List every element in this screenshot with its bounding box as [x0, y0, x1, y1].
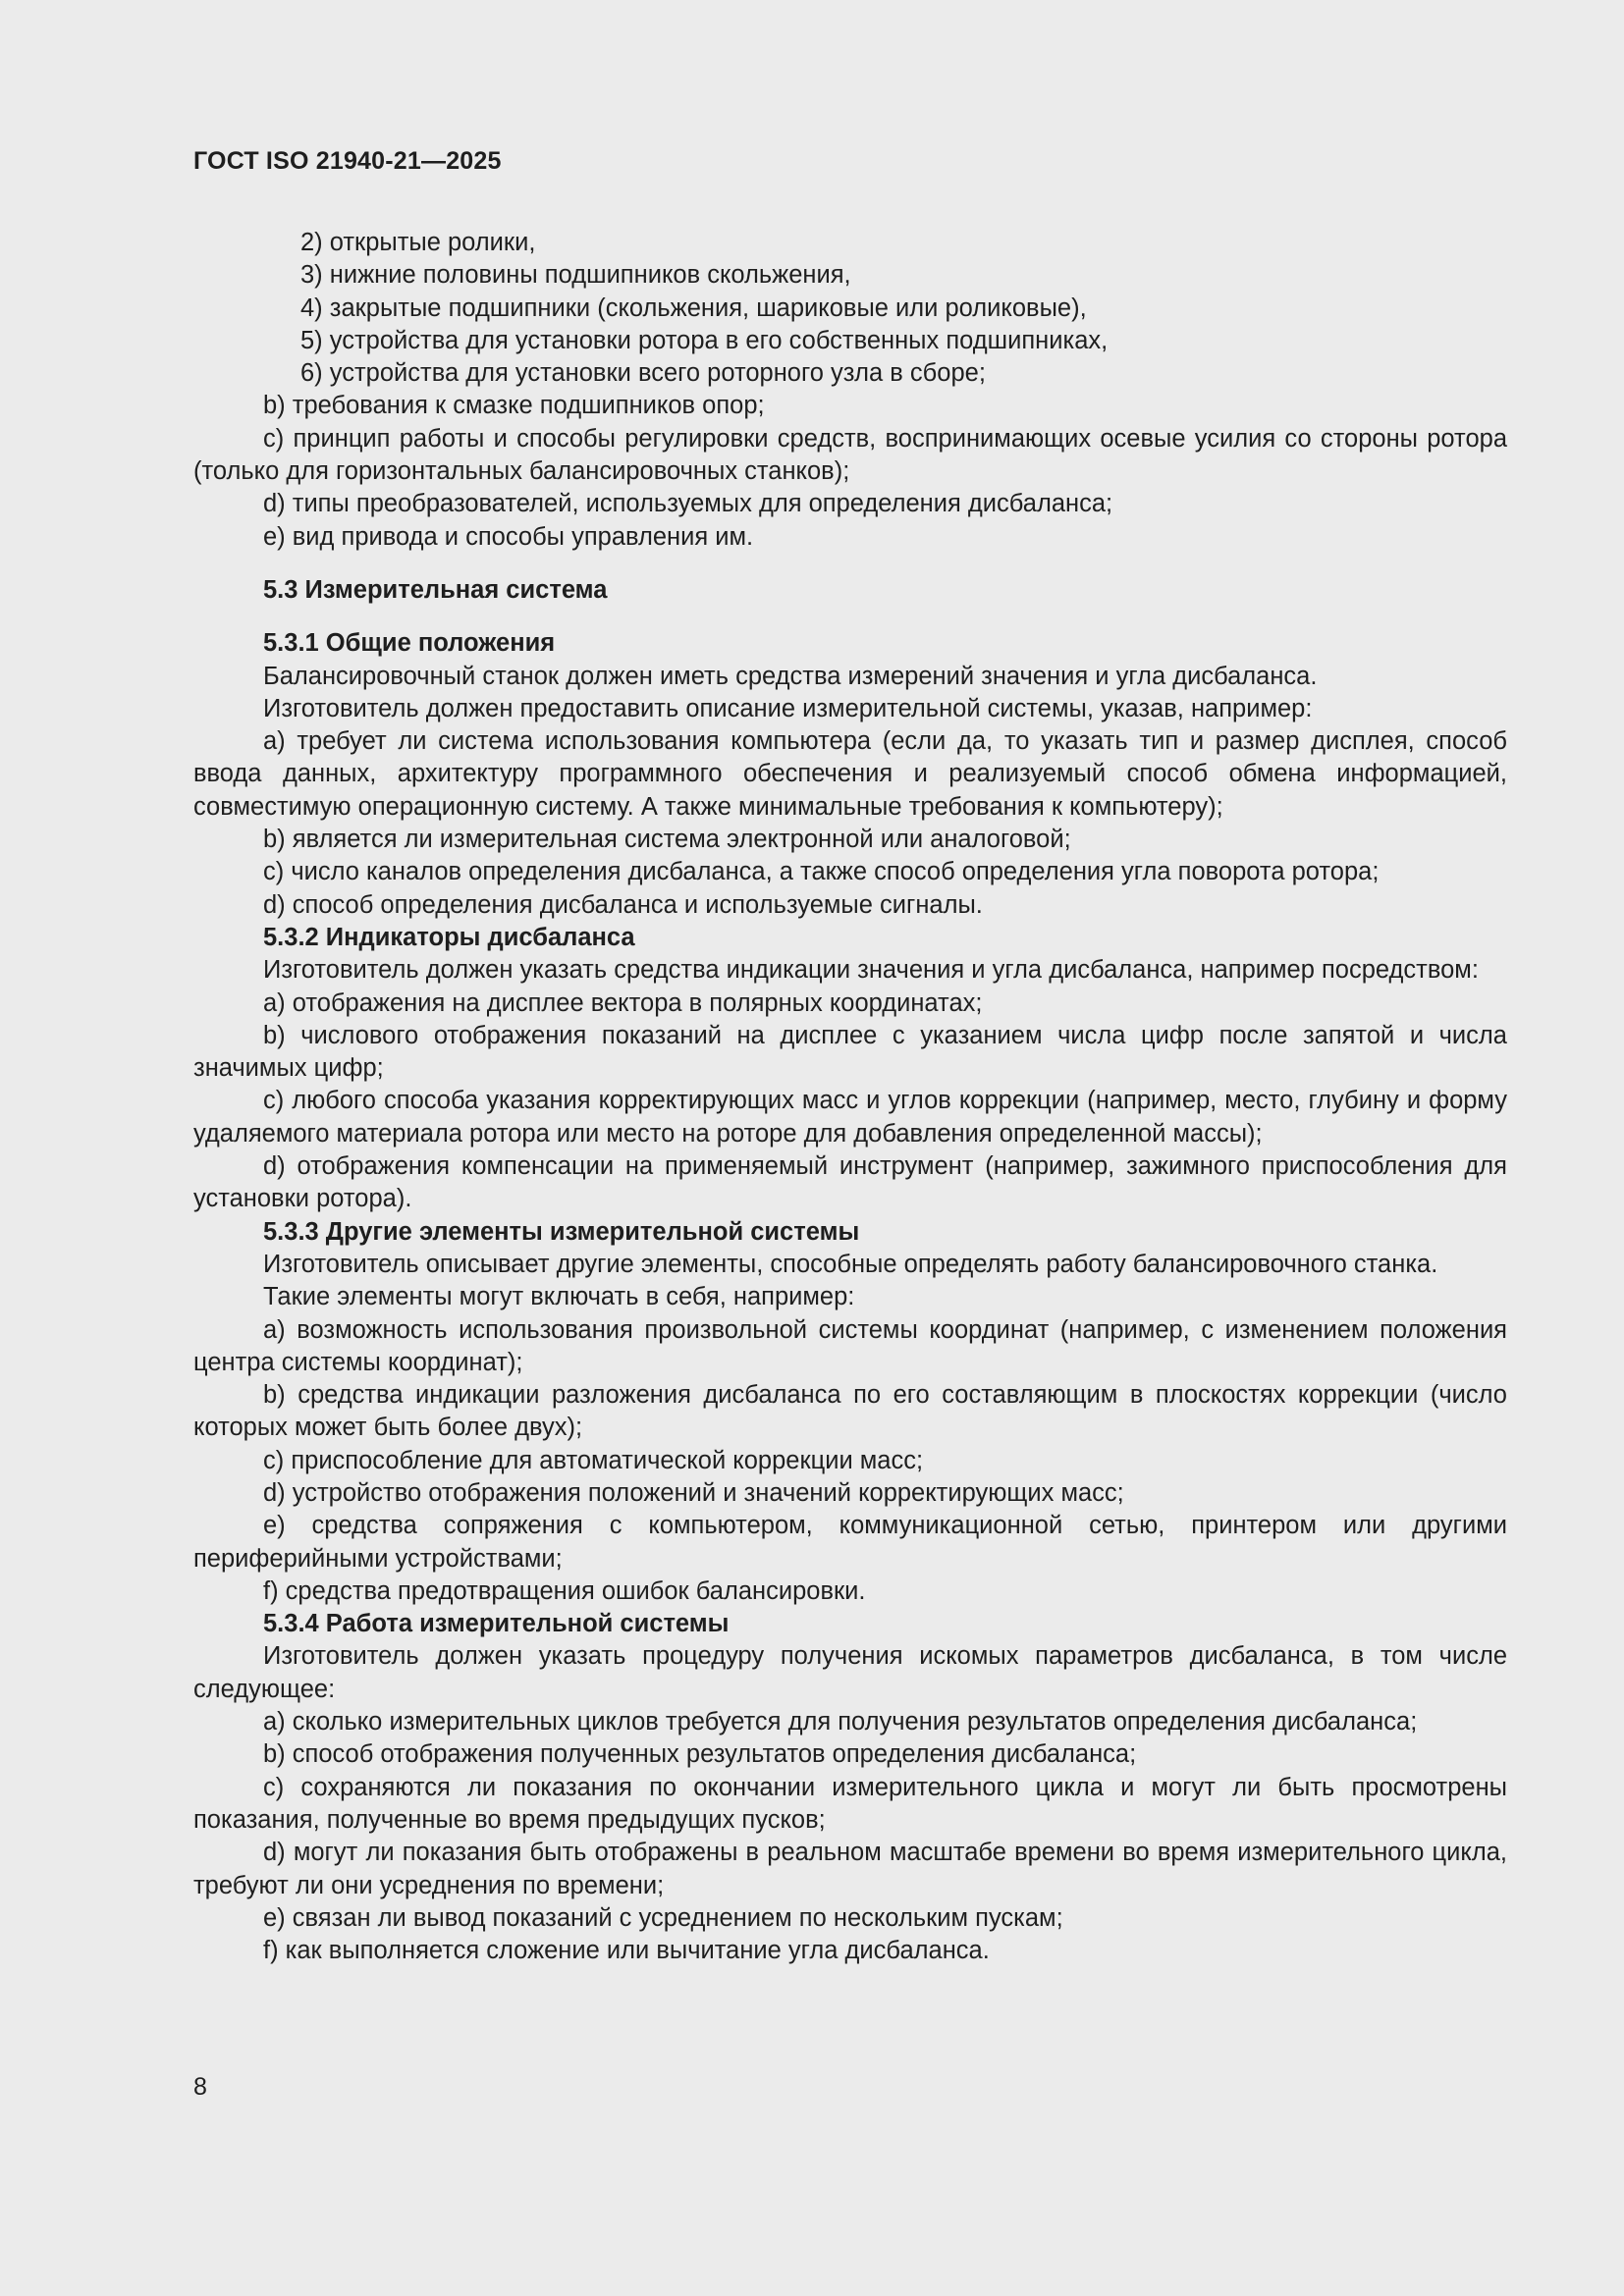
list-item: c) любого способа указания корректирующих масс и углов коррекции (например, место, глубину и форму удаляемого материала ротора или место на роторе для добавления определенной массы);	[193, 1087, 1507, 1148]
list-item: d) способ определения дисбаланса и используемые сигналы.	[263, 890, 983, 919]
list-item: 4) закрытые подшипники (скольжения, шариковые или роликовые),	[300, 294, 1087, 322]
subsection-heading: 5.3.1 Общие положения	[263, 629, 556, 658]
page-number: 8	[193, 2073, 207, 2101]
list-item: b) способ отображения полученных результатов определения дисбаланса;	[263, 1740, 1137, 1769]
subsection-heading: 5.3.2 Индикаторы дисбаланса	[263, 923, 635, 951]
paragraph: Изготовитель должен указать процедуру получения искомых параметров дисбаланса, в том числе следующее:	[193, 1642, 1507, 1703]
paragraph: Изготовитель должен указать средства индикации значения и угла дисбаланса, например посредством:	[263, 956, 1479, 985]
subsection-heading: 5.3.4 Работа измерительной системы	[263, 1610, 730, 1638]
list-item: d) отображения компенсации на применяемый инструмент (например, зажимного приспособления для установки ротора).	[193, 1152, 1507, 1213]
list-item: 5) устройства для установки ротора в его собственных подшипниках,	[300, 326, 1109, 354]
paragraph: Изготовитель должен предоставить описание измерительной системы, указав, например:	[263, 694, 1313, 722]
list-item: 3) нижние половины подшипников скольжения,	[300, 261, 851, 290]
subsection-heading: 5.3.3 Другие элементы измерительной системы	[263, 1217, 860, 1246]
list-item: a) возможность использования произвольной системы координат (например, с изменением положения центра системы координат);	[193, 1315, 1507, 1376]
document-header: ГОСТ ISO 21940-21—2025	[193, 147, 502, 175]
list-item: a) отображения на дисплее вектора в полярных координатах;	[263, 988, 983, 1017]
list-item: b) является ли измерительная система электронной или аналоговой;	[263, 826, 1071, 854]
paragraph: Такие элементы могут включать в себя, например:	[263, 1283, 855, 1311]
list-item: d) устройство отображения положений и значений корректирующих масс;	[263, 1478, 1124, 1507]
list-item: b) числового отображения показаний на дисплее с указанием числа цифр после запятой и числа значимых цифр;	[193, 1021, 1507, 1083]
paragraph: Балансировочный станок должен иметь средства измерений значения и угла дисбаланса.	[263, 662, 1318, 690]
section-heading: 5.3 Измерительная система	[263, 575, 608, 604]
list-item: 2) открытые ролики,	[300, 229, 536, 256]
list-item: 6) устройства для установки всего роторного узла в сборе;	[300, 359, 986, 388]
list-item: c) сохраняются ли показания по окончании измерительного цикла и могут ли быть просмотрены показания, полученные во время предыдущих пусков;	[193, 1773, 1507, 1834]
list-item: e) средства сопряжения с компьютером, коммуникационной сетью, принтером или другими периферийными устройствами;	[193, 1512, 1507, 1573]
list-item: c) принцип работы и способы регулировки средств, воспринимающих осевые усилия со стороны ротора (только для горизонтальных балансировочных станков);	[193, 424, 1507, 486]
list-item: a) сколько измерительных циклов требуется для получения результатов определения дисбаланса;	[263, 1708, 1418, 1736]
paragraph: Изготовитель описывает другие элементы, способные определять работу балансировочного станка.	[263, 1250, 1438, 1278]
list-item: c) число каналов определения дисбаланса, а также способ определения угла поворота ротора;	[263, 858, 1380, 886]
list-item: e) связан ли вывод показаний с усреднением по нескольким пускам;	[263, 1903, 1063, 1932]
list-item: b) требования к смазке подшипников опор;	[263, 392, 765, 420]
list-item: e) вид привода и способы управления им.	[263, 522, 754, 551]
list-item: b) средства индикации разложения дисбаланса по его составляющим в плоскостях коррекции (число которых может быть более двух);	[193, 1381, 1507, 1442]
list-item: d) могут ли показания быть отображены в реальном масштабе времени во время измерительного цикла, требуют ли они усреднения по времени;	[193, 1839, 1507, 1899]
list-item: f) как выполняется сложение или вычитание угла дисбаланса.	[263, 1937, 990, 1965]
list-item: a) требует ли система использования компьютера (если да, то указать тип и размер дисплея, способ ввода данных, архитектуру программного обеспечения и реализуемый способ обмена информацией, совместимую операционную систему. А также минимальные требования к компьютеру);	[193, 727, 1507, 821]
list-item: d) типы преобразователей, используемых для определения дисбаланса;	[263, 490, 1113, 518]
page-body	[193, 227, 1507, 1967]
list-item: f) средства предотвращения ошибок балансировки.	[263, 1576, 866, 1605]
list-item: c) приспособление для автоматической коррекции масс;	[263, 1446, 924, 1474]
